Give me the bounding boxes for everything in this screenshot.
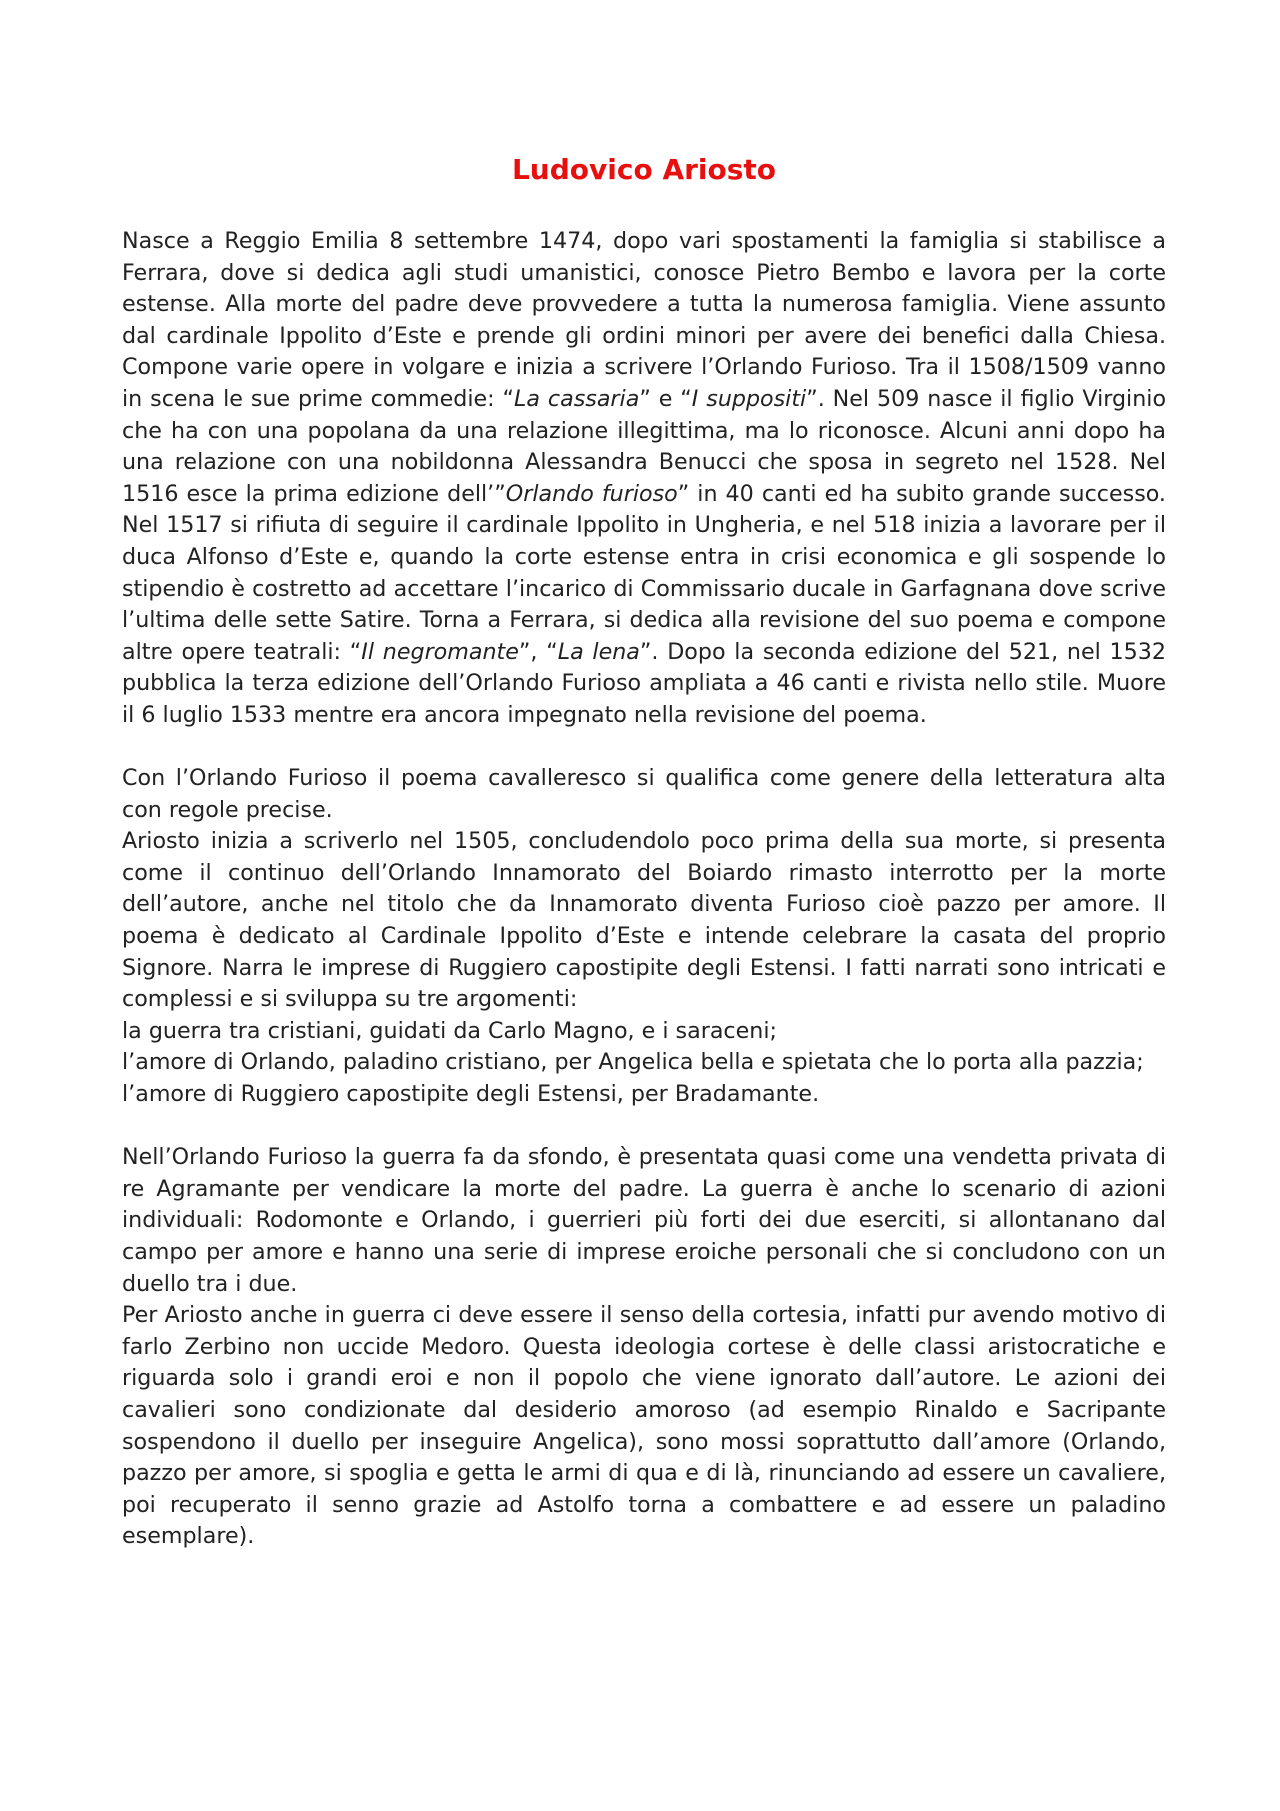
biography-paragraph	[122, 226, 1166, 732]
argument-item: l’amore di Ruggiero capostipite degli Estensi, per Bradamante.	[122, 1081, 820, 1108]
genre-paragraph: Con l’Orlando Furioso il poema cavalleresco si qualifica come genere della letteratura alta con regole precise.	[122, 765, 1166, 823]
text-run: ”. Dopo la seconda edizione del 521, nel 1532 pubblica la terza edizione dell’Orlando Furioso ampliata a 46 canti e rivista nello stile. Muore il 6 luglio 1533 mentre era ancora impegnato nella revisione del poema.	[122, 638, 1166, 728]
paragraph-spacer	[122, 732, 1166, 764]
paragraph-spacer	[122, 1111, 1166, 1143]
poem-paragraph: Ariosto inizia a scriverlo nel 1505, concludendolo poco prima della sua morte, si presenta come il continuo dell’Orlando Innamorato del Boiardo rimasto interrotto per la morte dell’autore, anche nel titolo che da Innamorato diventa Furioso cioè pazzo per amore. Il poema è dedicato al Cardinale Ippolito d’Este e intende celebrare la casata del proprio Signore. Narra le imprese di Ruggiero capostipite degli Estensi. I fatti narrati sono intricati e complessi e si sviluppa su tre argomenti:	[122, 828, 1166, 1013]
work-title: I suppositi	[691, 385, 807, 412]
text-run: ”. Nel 509 nasce il figlio Virginio che ha con una popolana da una relazione illegittima, ma lo riconosce. Alcuni anni dopo ha una relazione con una nobildonna Alessandra Benucci che sposa in segreto nel 1528. Nel 1516 esce la prima edizione dell’”	[122, 385, 1167, 507]
work-title: Il negromante	[361, 638, 519, 665]
argument-item: la guerra tra cristiani, guidati da Carlo Magno, e i saraceni;	[122, 1017, 777, 1044]
text-run: ” e “	[639, 385, 692, 412]
war-paragraph: Nell’Orlando Furioso la guerra fa da sfondo, è presentata quasi come una vendetta privata di re Agramante per vendicare la morte del padre. La guerra è anche lo scenario di azioni individuali: Rodomonte e Orlando, i guerrieri più forti dei due eserciti, si allontanano dal campo per amore e hanno una serie di imprese eroiche personali che si concludono con un duello tra i due.	[122, 1144, 1166, 1297]
page-title: Ludovico Ariosto	[511, 153, 777, 186]
document-body	[122, 226, 1166, 1553]
work-title: La cassaria	[514, 385, 640, 412]
text-run: ”, “	[518, 638, 558, 665]
work-title: La lena	[557, 638, 640, 665]
text-run: ” in 40 canti ed ha subito grande successo. Nel 1517 si rifiuta di seguire il cardinale Ippolito in Ungheria, e nel 518 inizia a lavorare per il duca Alfonso d’Este e, quando la corte estense entra in crisi economica e gli sospende lo stipendio è costretto ad accettare l’incarico di Commissario ducale in Garfagnana dove scrive l’ultima delle sette Satire. Torna a Ferrara, si dedica alla revisione del suo poema e compone altre opere teatrali: “	[122, 480, 1166, 665]
argument-item: l’amore di Orlando, paladino cristiano, per Angelica bella e spietata che lo porta alla pazzia;	[122, 1049, 1144, 1076]
work-title: Orlando furioso	[505, 480, 678, 507]
text-run: Nasce a Reggio Emilia 8 settembre 1474, dopo vari spostamenti la famiglia si stabilisce a Ferrara, dove si dedica agli studi umanistici, conosce Pietro Bembo e lavora per la corte estense. Alla morte del padre deve provvedere a tutta la numerosa famiglia. Viene assunto dal cardinale Ippolito d’Este e prende gli ordini minori per avere dei benefici dalla Chiesa. Compone varie opere in volgare e inizia a scrivere l’Orlando Furioso. Tra il 1508/1509 vanno in scena le sue prime commedie: “	[122, 228, 1166, 412]
courtesy-paragraph: Per Ariosto anche in guerra ci deve essere il senso della cortesia, infatti pur avendo motivo di farlo Zerbino non uccide Medoro. Questa ideologia cortese è delle classi aristocratiche e riguarda solo i grandi eroi e non il popolo che viene ignorato dall’autore. Le azioni dei cavalieri sono condizionate dal desiderio amoroso (ad esempio Rinaldo e Sacripante sospendono il duello per inseguire Angelica), sono mossi soprattutto dall’amore (Orlando, pazzo per amore, si spoglia e getta le armi di qua e di là, rinunciando ad essere un cavaliere, poi recuperato il senno grazie ad Astolfo torna a combattere e ad essere un paladino esemplare).	[122, 1302, 1166, 1550]
